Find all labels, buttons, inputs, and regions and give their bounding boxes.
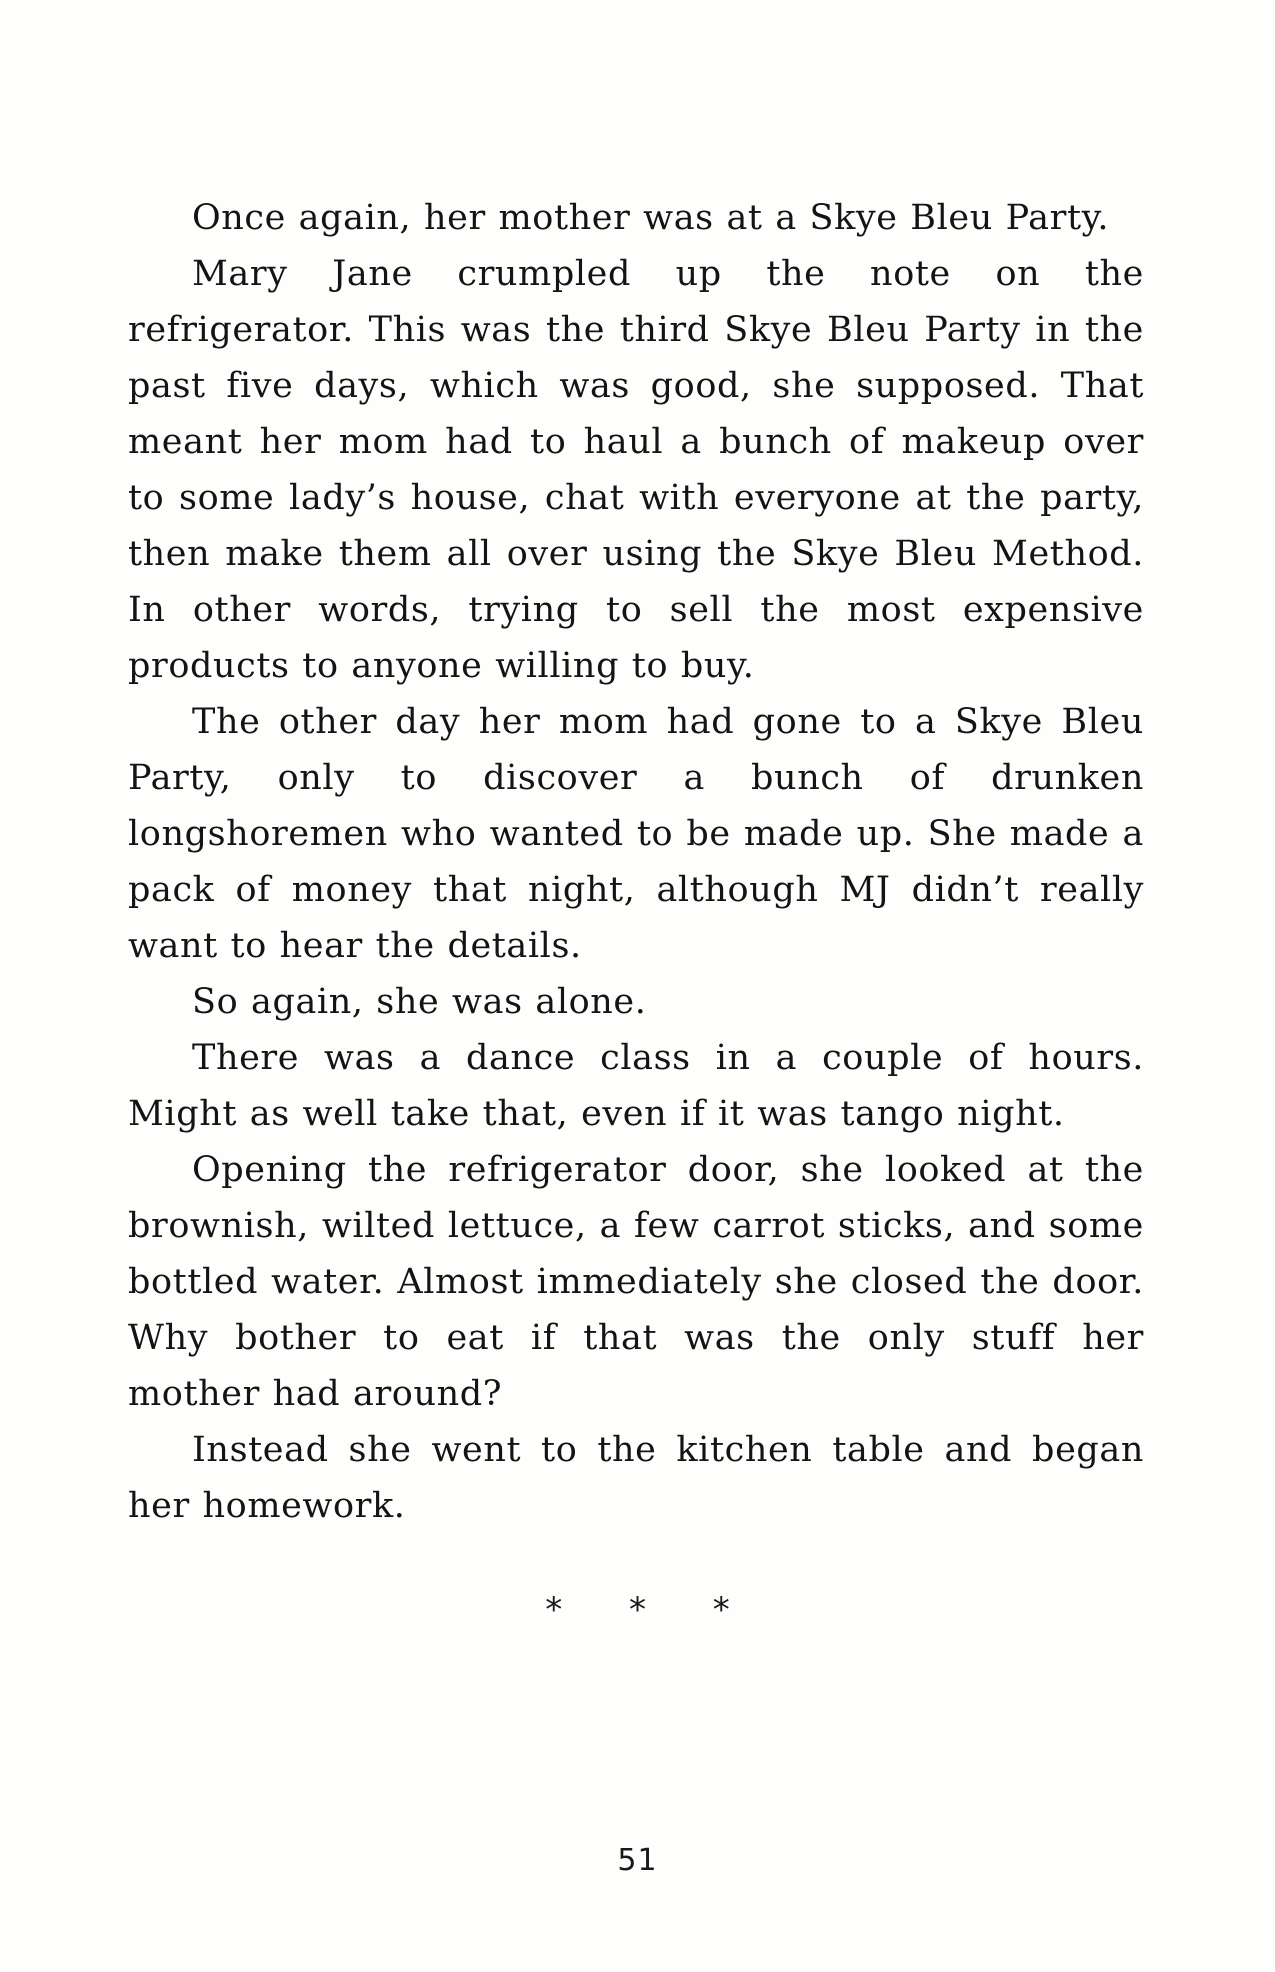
paragraph: Once again, her mother was at a Skye Bleu Party.: [192, 198, 1110, 238]
paragraph: So again, she was alone.: [192, 982, 647, 1022]
paragraph: Instead she went to the kitchen table and began her homework.: [128, 1430, 1144, 1526]
paragraph: There was a dance class in a couple of hours. Might as well take that, even if it was tango night.: [128, 1038, 1144, 1134]
paragraph: Mary Jane crumpled up the note on the refrigerator. This was the third Skye Bleu Party in the past five days, which was good, she supposed. That meant her mom had to haul a bunch of makeup over to some lady’s house, chat with everyone at the party, then make them all over using the Skye Bleu Method. In other words, trying to sell the most expensive products to anyone willing to buy.: [128, 254, 1144, 686]
body-text: [128, 190, 1144, 1534]
paragraph: The other day her mom had gone to a Skye Bleu Party, only to discover a bunch of drunken longshoremen who wanted to be made up. She made a pack of money that night, although MJ didn’t really want to hear the details.: [128, 702, 1144, 966]
section-separator: * * *: [545, 1590, 758, 1630]
paragraph: Opening the refrigerator door, she looked at the brownish, wilted lettuce, a few carrot sticks, and some bottled water. Almost immediately she closed the door. Why bother to eat if that was the only stuff her mother had around?: [128, 1150, 1144, 1414]
page-number: 51: [617, 1843, 658, 1878]
